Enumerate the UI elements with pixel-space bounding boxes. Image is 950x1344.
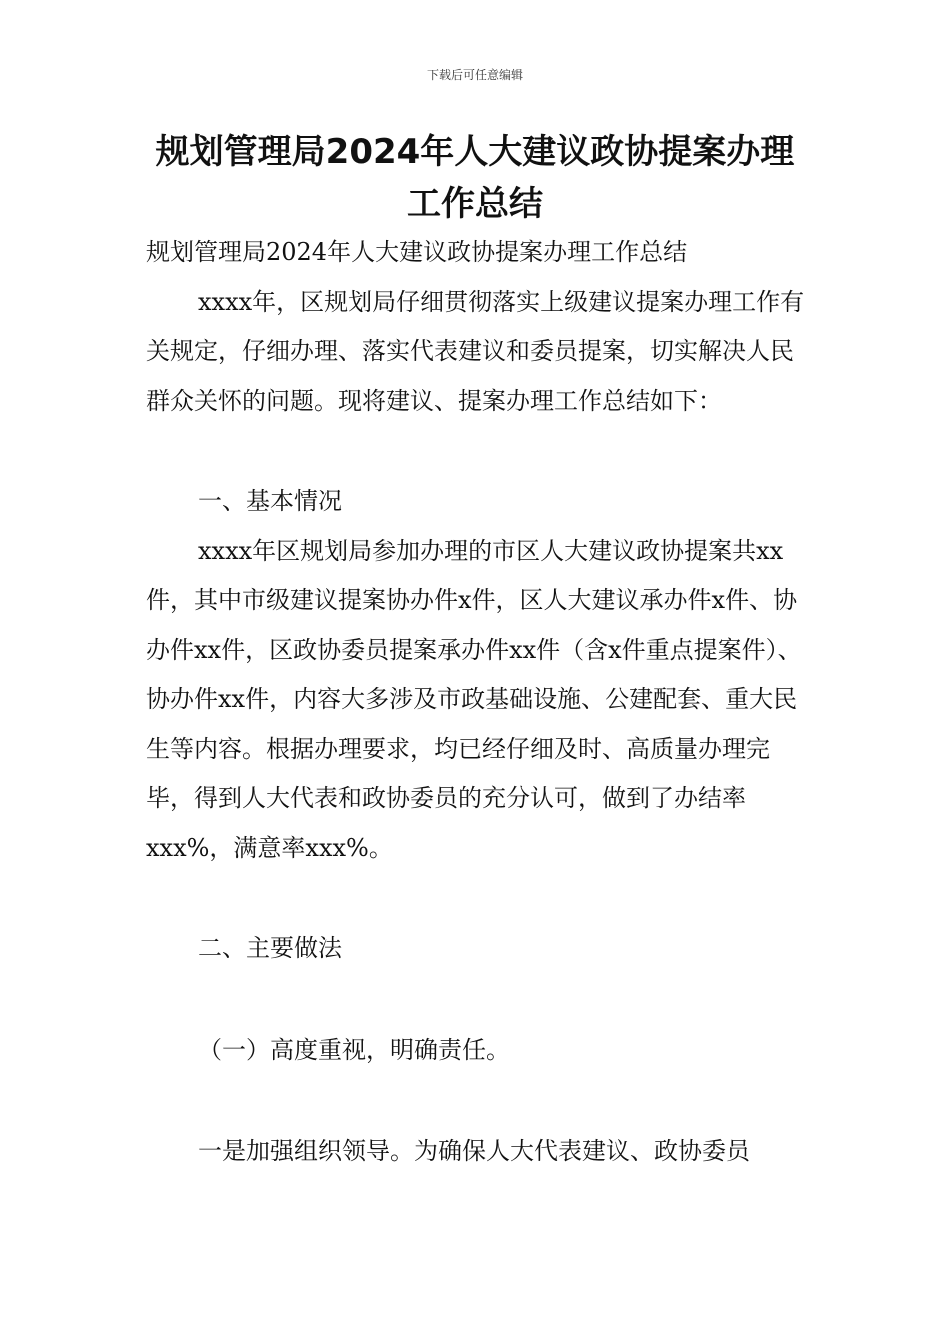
title-line-1: 规划管理局2024年人大建议政协提案办理	[155, 132, 795, 172]
header-note: 下载后可任意编辑	[426, 68, 523, 82]
subsection-1-heading: （一）高度重视，明确责任。	[198, 1035, 510, 1064]
section-2-heading: 二、主要做法	[198, 934, 342, 962]
section-1-paragraph: xxxx年区规划局参加办理的市区人大建议政协提案共xx件，其中市级建议提案协办件x件，区人大建议承办件x件、协办件xx件，区政协委员提案承办件xx件（含x件重点提案件）、协办件xx件，内容大多涉及市政基础设施、公建配套、重大民生等内容。根据办理要求，均已经仔细及时、高质量办理完毕，得到人大代表和政协委员的充分认可，做到了办结率xxx%，满意率xxx%。	[146, 536, 802, 862]
subsection-1-paragraph: 一是加强组织领导。为确保人大代表建议、政协委员	[198, 1137, 750, 1165]
section-1-heading: 一、基本情况	[198, 487, 342, 515]
title-line-2: 工作总结	[407, 184, 543, 224]
document-title	[120, 126, 830, 230]
subtitle: 规划管理局2024年人大建议政协提案办理工作总结	[146, 238, 688, 266]
document-body	[146, 228, 808, 1177]
intro-paragraph: xxxx年，区规划局仔细贯彻落实上级建议提案办理工作有关规定，仔细办理、落实代表建议和委员提案，切实解决人民群众关怀的问题。现将建议、提案办理工作总结如下：	[146, 287, 805, 415]
